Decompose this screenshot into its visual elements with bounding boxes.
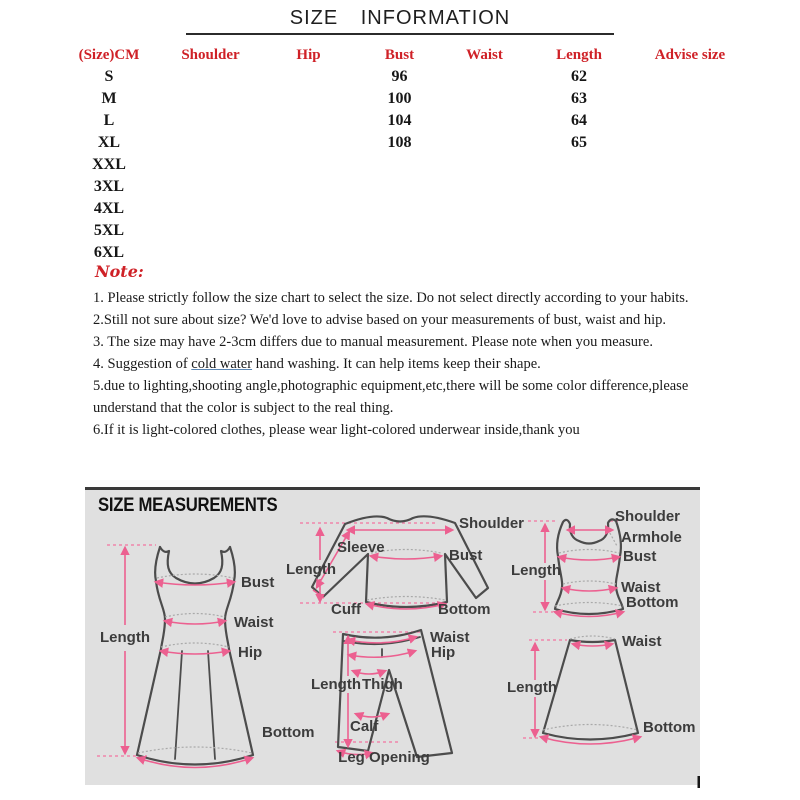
dress-skirt-seams: [175, 651, 215, 759]
size-cell: M: [101, 90, 117, 107]
shoulder-cell: [161, 66, 260, 88]
tank-dashed-ellipses: [555, 526, 623, 606]
advise-cell: [631, 88, 749, 110]
pants-diagram: [311, 629, 469, 766]
hip-cell: [260, 88, 357, 110]
bust-cell: 108: [387, 134, 412, 151]
length-cell: 62: [571, 68, 587, 85]
tank-length-label: Length: [511, 562, 561, 579]
dress-outline: [137, 547, 253, 765]
note-line-4-prefix: 4. Suggestion of: [93, 356, 192, 372]
bust-cell: [357, 220, 442, 242]
measurement-diagrams: [85, 490, 700, 788]
note-line-2: 2.Still not sure about size? We'd love to advise based on your measurements of bust, waist and hip.: [93, 312, 667, 328]
dress-bottom-label: Bottom: [262, 724, 315, 741]
dress-waist-label: Waist: [234, 614, 274, 631]
tank-bust-label: Bust: [623, 548, 657, 565]
top-cuff-label: Cuff: [331, 601, 361, 618]
note-line-5: 5.due to lighting,shooting angle,photographic equipment,etc,there will be some color difference,please understand that the color is subject to the real thing.: [93, 378, 689, 416]
bust-cell: [357, 154, 442, 176]
page-title: SIZE INFORMATION: [289, 7, 511, 29]
tank-shoulder-label: Shoulder: [615, 508, 681, 525]
advise-cell: [631, 176, 749, 198]
tank-waist-label: Waist: [621, 579, 661, 596]
note-line-4-suffix: hand washing. It can help items keep their shape.: [252, 356, 541, 372]
header-length: Length: [556, 46, 602, 63]
shoulder-cell: [161, 88, 260, 110]
header-size: (Size)CM: [78, 46, 140, 63]
dress-neckline: [160, 547, 230, 584]
pants-thigh-line: [353, 671, 385, 674]
note-line-3: 3. The size may have 2-3cm differs due to manual measurement. Please note when you measure.: [93, 334, 653, 350]
bust-cell: 100: [387, 90, 412, 107]
table-row: [57, 220, 749, 242]
dress-diagram: [97, 545, 315, 768]
advise-cell: [631, 66, 749, 88]
corner-tick-mark: [698, 776, 701, 788]
skirt-waist-label: Waist: [622, 633, 662, 650]
notes-list: [93, 287, 721, 441]
shoulder-cell: [161, 220, 260, 242]
pants-calf-label: Calf: [350, 718, 379, 735]
size-cell: 6XL: [93, 244, 125, 261]
size-cell: XXL: [92, 156, 126, 173]
note-line-4: [93, 353, 721, 375]
waist-cell: [442, 88, 527, 110]
pants-calf-line: [356, 714, 388, 717]
table-row: [57, 154, 749, 176]
advise-cell: [631, 242, 749, 264]
pants-leg-opening-label: Leg Opening: [338, 749, 430, 766]
size-cell: L: [103, 112, 115, 129]
top-cuff-line: [313, 590, 324, 598]
top-bottom-label: Bottom: [438, 601, 491, 618]
length-cell: 63: [571, 90, 587, 107]
advise-cell: [631, 198, 749, 220]
shoulder-cell: [161, 132, 260, 154]
header-advise-size: Advise size: [654, 46, 726, 63]
dress-hip-label: Hip: [238, 644, 263, 661]
pants-length-label: Length: [311, 676, 361, 693]
size-table: [57, 44, 749, 264]
bust-cell: [357, 242, 442, 264]
length-cell: 64: [571, 112, 587, 129]
waist-cell: [442, 66, 527, 88]
skirt-diagram: [507, 633, 696, 744]
tank-outline: [555, 519, 623, 614]
waist-cell: [442, 198, 527, 220]
pants-hip-label: Hip: [431, 644, 456, 661]
bust-cell: [357, 176, 442, 198]
top-bust-line: [371, 556, 441, 559]
skirt-waist-line: [573, 644, 612, 646]
top-length-label: Length: [286, 561, 336, 578]
shoulder-cell: [161, 176, 260, 198]
note-line-6: 6.If it is light-colored clothes, please wear light-colored underwear inside,thank you: [93, 422, 580, 438]
pants-waistband: [344, 637, 420, 657]
note-line-1: 1. Please strictly follow the size chart to select the size. Do not select directly according to your habits.: [93, 290, 689, 306]
shoulder-cell: [161, 198, 260, 220]
length-cell: [527, 242, 631, 264]
table-row: [57, 176, 749, 198]
shoulder-cell: [161, 154, 260, 176]
hip-cell: [260, 66, 357, 88]
top-bust-label: Bust: [449, 547, 483, 564]
measurements-title: SIZE MEASUREMENTS: [98, 495, 278, 516]
length-cell: 65: [571, 134, 587, 151]
waist-cell: [442, 220, 527, 242]
length-cell: [527, 220, 631, 242]
top-shoulder-label: Shoulder: [459, 515, 525, 532]
hip-cell: [260, 176, 357, 198]
bust-cell: 104: [387, 112, 412, 129]
dress-dashed-ellipses: [138, 574, 252, 753]
tank-bottom-label: Bottom: [626, 594, 679, 611]
header-waist: Waist: [466, 46, 503, 63]
header-bust: Bust: [384, 46, 415, 63]
dress-waist-line: [165, 621, 225, 624]
shoulder-cell: [161, 110, 260, 132]
pants-waist-label: Waist: [430, 629, 470, 646]
bust-cell: 96: [391, 68, 408, 85]
top-diagram: [286, 515, 524, 618]
tank-armhole-label: Armhole: [621, 529, 682, 546]
waist-cell: [442, 242, 527, 264]
length-cell: [527, 198, 631, 220]
table-row: [57, 66, 749, 88]
advise-cell: [631, 220, 749, 242]
hip-cell: [260, 198, 357, 220]
length-cell: [527, 176, 631, 198]
hip-cell: [260, 220, 357, 242]
size-cell: S: [104, 68, 114, 85]
size-measurements-panel: [85, 487, 700, 785]
hip-cell: [260, 242, 357, 264]
size-table-header-row: [57, 44, 749, 66]
waist-cell: [442, 132, 527, 154]
waist-cell: [442, 176, 527, 198]
table-row: [57, 242, 749, 264]
cold-water-underlined-text: cold water: [191, 356, 253, 372]
table-row: [57, 132, 749, 154]
size-cell: 4XL: [93, 200, 125, 217]
waist-cell: [442, 110, 527, 132]
size-cell: 5XL: [93, 222, 125, 239]
skirt-length-label: Length: [507, 679, 557, 696]
bust-cell: [357, 198, 442, 220]
tank-waist-line: [563, 588, 616, 591]
skirt-outline: [543, 640, 638, 740]
pants-thigh-label: Thigh: [362, 676, 403, 693]
table-row: [57, 110, 749, 132]
advise-cell: [631, 110, 749, 132]
dress-bust-label: Bust: [241, 574, 275, 591]
hip-cell: [260, 132, 357, 154]
note-label: Note:: [95, 262, 144, 281]
waist-cell: [442, 154, 527, 176]
table-row: [57, 88, 749, 110]
header-hip: Hip: [296, 46, 321, 63]
dress-length-label: Length: [100, 629, 150, 646]
advise-cell: [631, 132, 749, 154]
advise-cell: [631, 154, 749, 176]
title-underline: [186, 33, 614, 35]
size-cell: XL: [97, 134, 121, 151]
dress-hip-line: [161, 651, 229, 654]
shoulder-cell: [161, 242, 260, 264]
skirt-bottom-label: Bottom: [643, 719, 696, 736]
length-cell: [527, 154, 631, 176]
hip-cell: [260, 154, 357, 176]
size-cell: 3XL: [93, 178, 125, 195]
table-row: [57, 198, 749, 220]
tank-diagram: [511, 508, 682, 617]
top-sleeve-label: Sleeve: [337, 539, 385, 556]
hip-cell: [260, 110, 357, 132]
header-shoulder: Shoulder: [181, 46, 240, 63]
tank-bust-line: [559, 557, 619, 560]
